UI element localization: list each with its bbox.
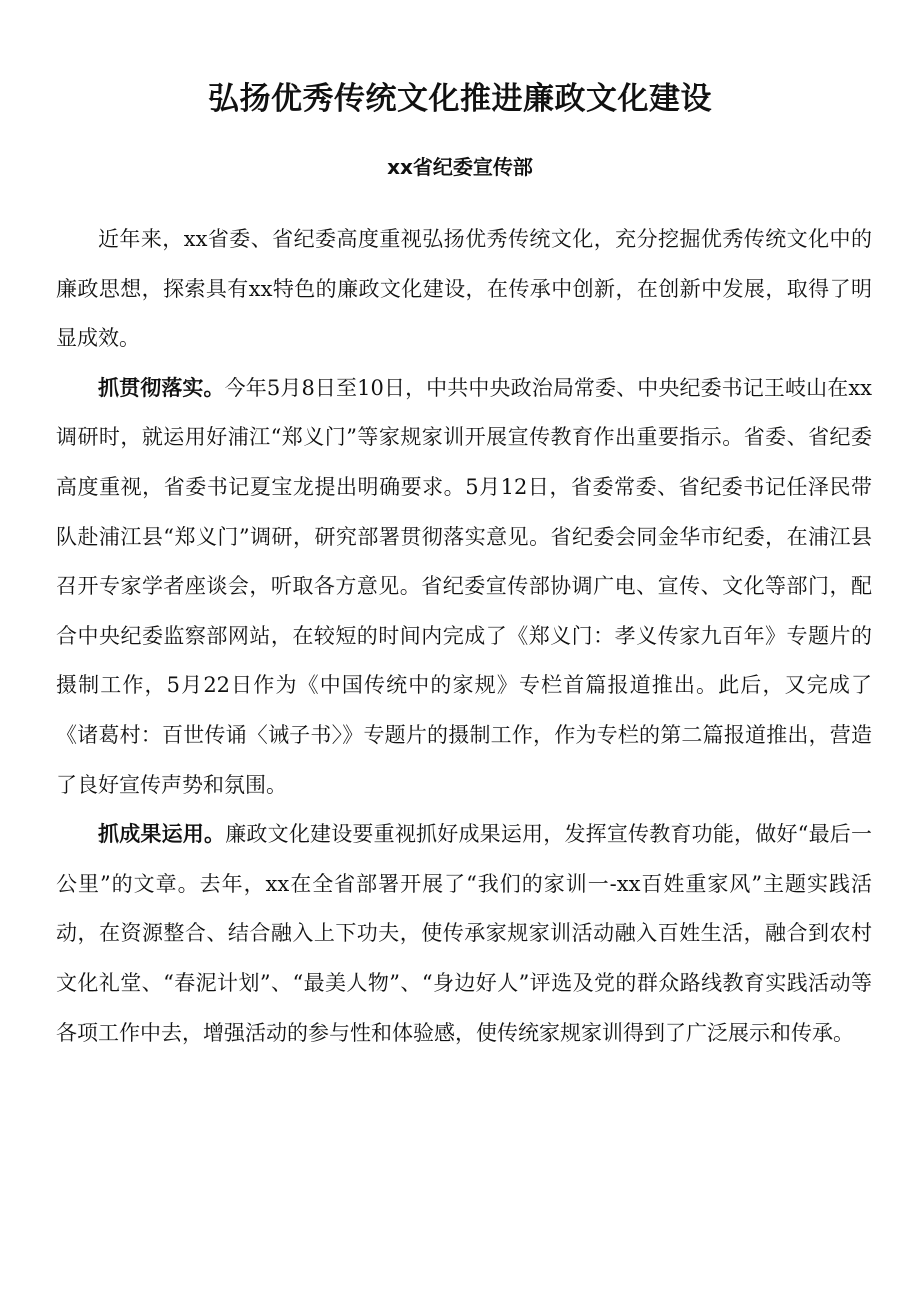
document-author: xx省纪委宣传部 bbox=[387, 155, 533, 179]
paragraph-text: 近年来，xx省委、省纪委高度重视弘扬优秀传统文化，充分挖掘优秀传统文化中的廉政思想，探索具有xx特色的廉政文化建设，在传承中创新，在创新中发展，取得了明显成效。 bbox=[56, 227, 872, 351]
paragraph-results bbox=[56, 810, 872, 1058]
paragraph-intro bbox=[56, 215, 872, 364]
paragraph-lead: 抓成果运用。 bbox=[98, 822, 226, 847]
document-title: 弘扬优秀传统文化推进廉政文化建设 bbox=[208, 81, 712, 117]
paragraph-text: 今年5月8日至10日，中共中央政治局常委、中央纪委书记王岐山在xx调研时，就运用好浦江“郑义门”等家规家训开展宣传教育作出重要指示。省委、省纪委高度重视，省委书记夏宝龙提出明确要求。5月12日，省委常委、省纪委书记任泽民带队赴浦江县“郑义门”调研，研究部署贯彻落实意见。省纪委会同金华市纪委，在浦江县召开专家学者座谈会，听取各方意见。省纪委宣传部协调广电、宣传、文化等部门，配合中央纪委监察部网站，在较短的时间内完成了《郑义门：孝义传家九百年》专题片的摄制工作，5月22日作为《中国传统中的家规》专栏首篇报道推出。此后，又完成了《诸葛村：百世传诵〈诫子书〉》专题片的摄制工作，作为专栏的第二篇报道推出，营造了良好宣传声势和氛围。 bbox=[56, 375, 872, 797]
paragraph-lead: 抓贯彻落实。 bbox=[98, 375, 225, 400]
paragraph-implementation bbox=[56, 364, 872, 810]
document-body bbox=[56, 215, 872, 1058]
paragraph-text: 廉政文化建设要重视抓好成果运用，发挥宣传教育功能，做好“最后一公里”的文章。去年，xx在全省部署开展了“我们的家训一-xx百姓重家风”主题实践活动，在资源整合、结合融入上下功夫，使传承家规家训活动融入百姓生活，融合到农村文化礼堂、“春泥计划”、“最美人物”、“身边好人”评选及党的群众路线教育实践活动等各项工作中去，增强活动的参与性和体验感，使传统家规家训得到了广泛展示和传承。 bbox=[56, 822, 873, 1045]
